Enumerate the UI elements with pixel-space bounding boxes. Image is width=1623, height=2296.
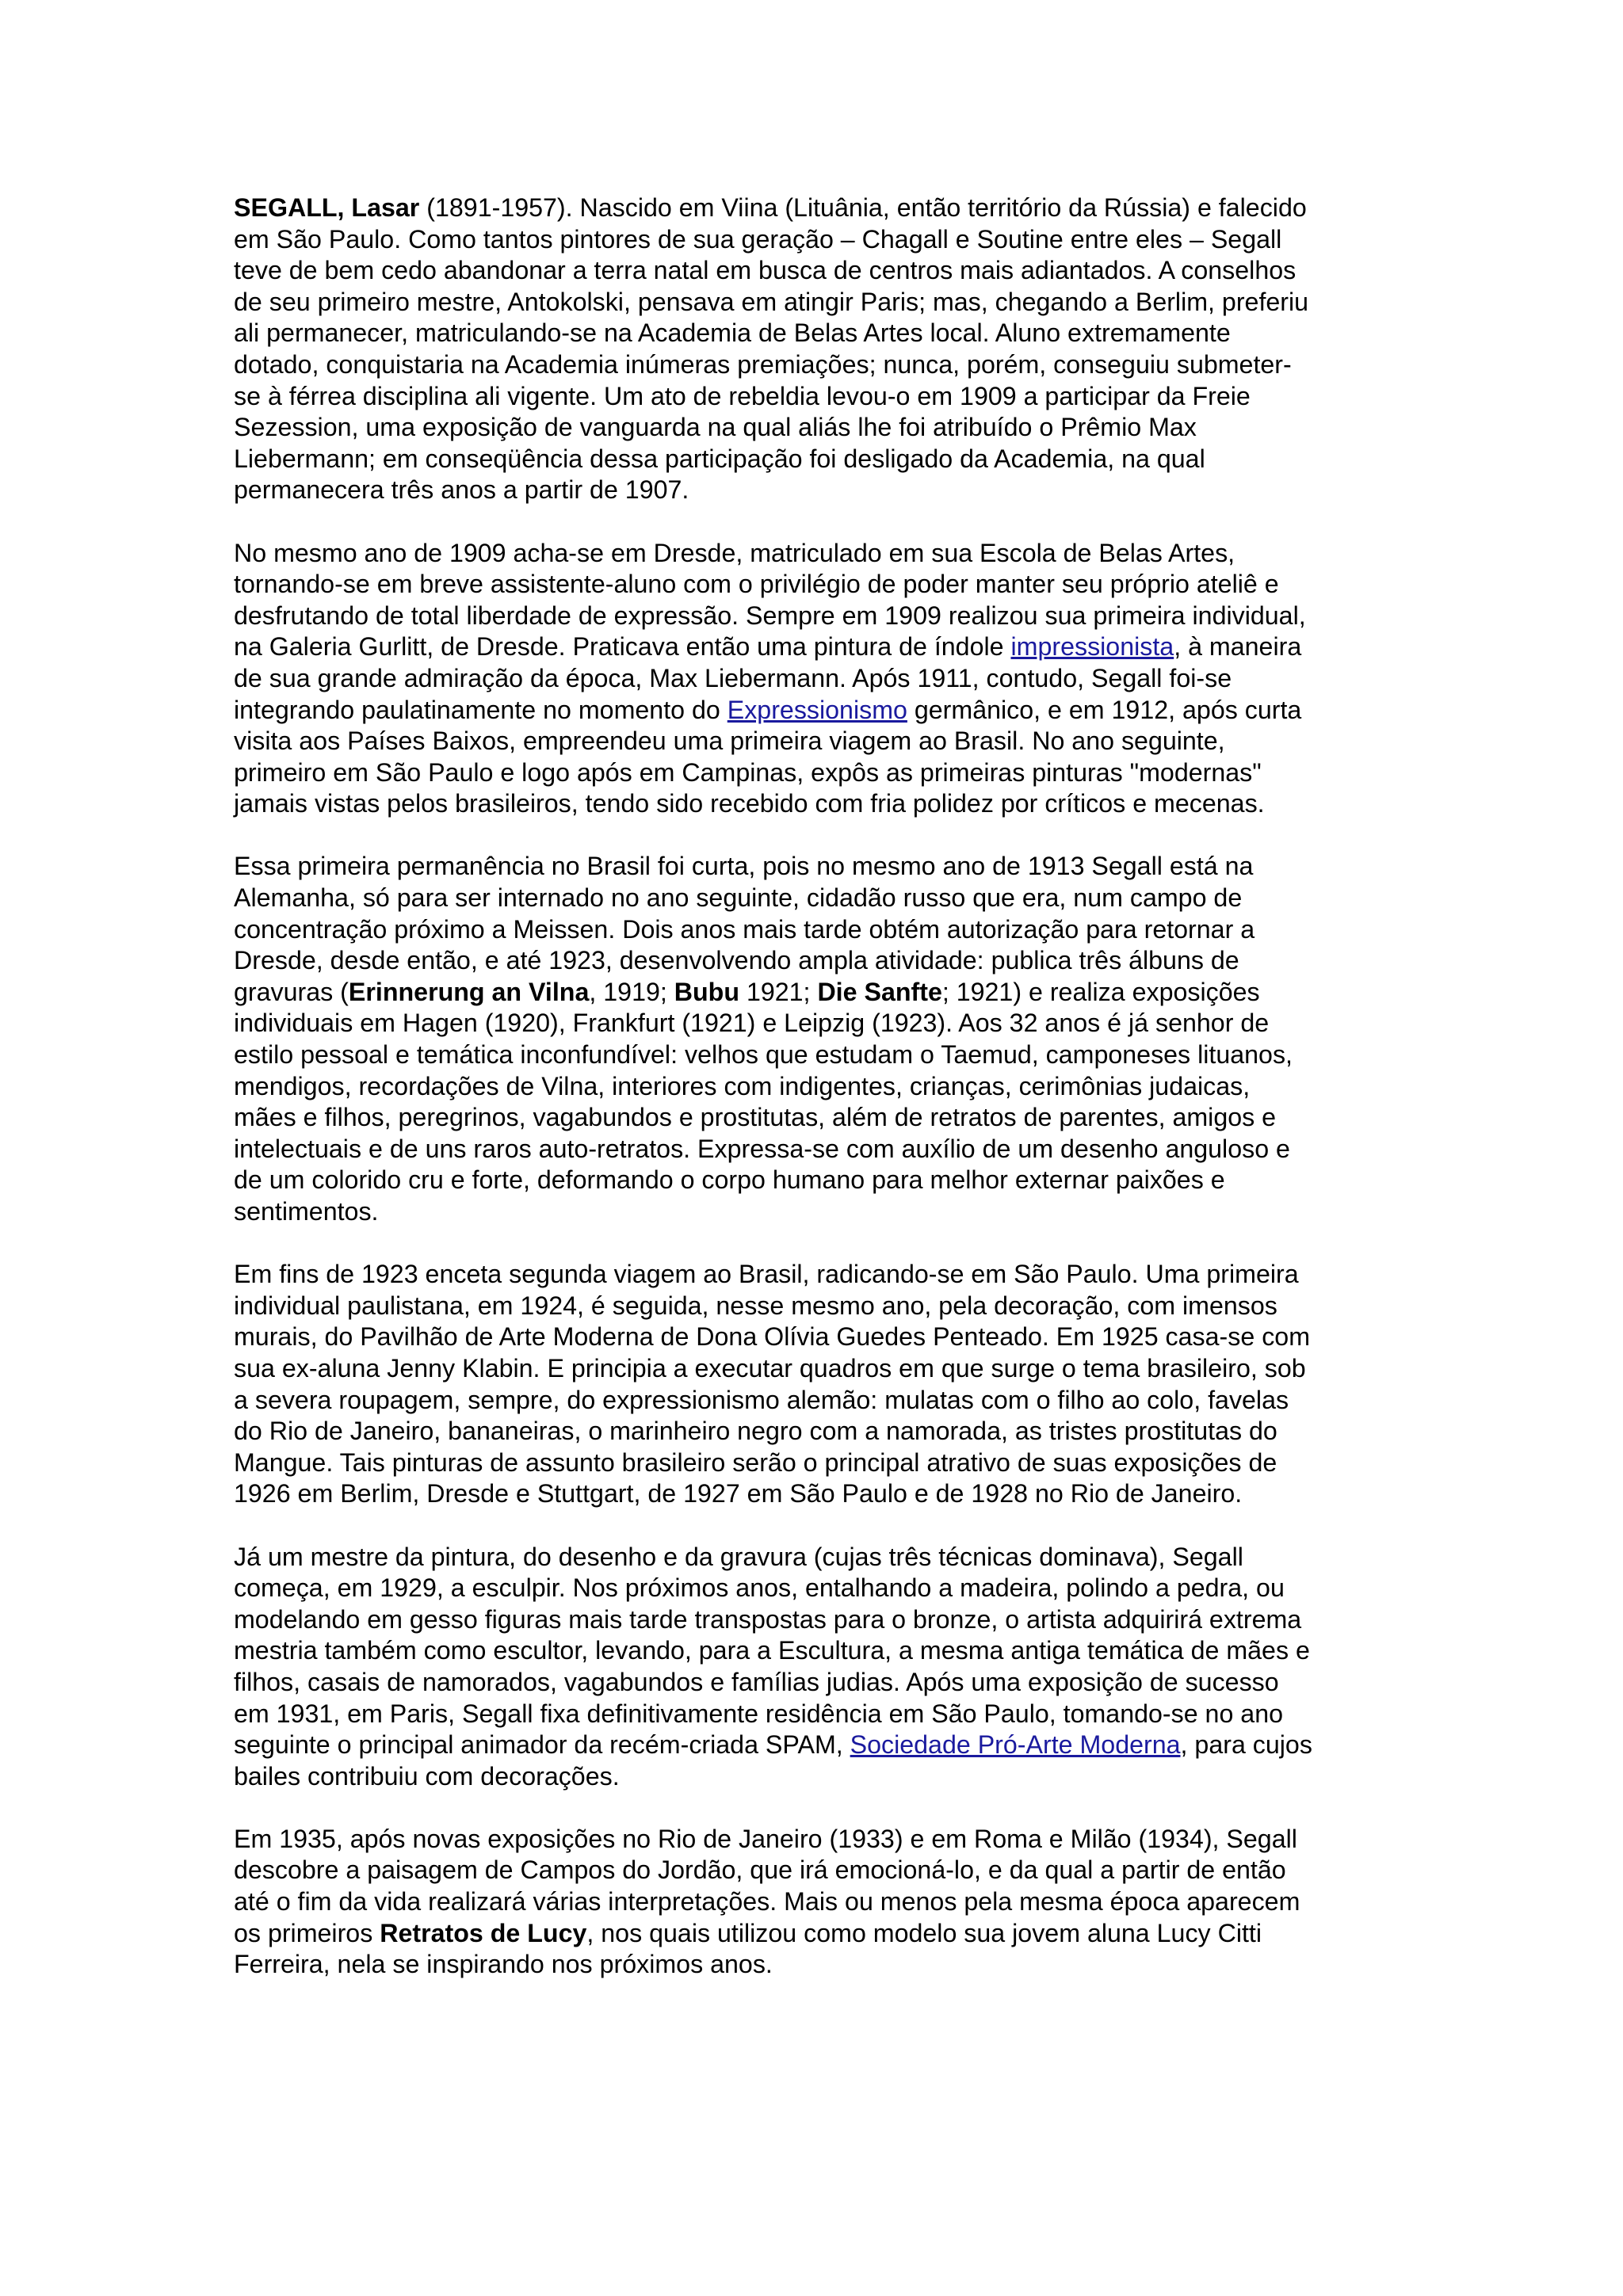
text-line bbox=[234, 914, 1399, 946]
text-run: na Galeria Gurlitt, de Dresde. Praticava então uma pintura de índole bbox=[234, 632, 1011, 662]
text-line bbox=[234, 1008, 1399, 1039]
text-line bbox=[234, 193, 1399, 224]
text-line bbox=[234, 1039, 1399, 1071]
bold-text: Erinnerung an Vilna bbox=[348, 977, 590, 1006]
text-line bbox=[234, 255, 1399, 287]
text-run: modelando em gesso figuras mais tarde transpostas para o bronze, o artista adquirirá extrema bbox=[234, 1604, 1302, 1634]
document-body bbox=[234, 193, 1399, 2012]
paragraph bbox=[234, 851, 1399, 1227]
text-run: sua ex-aluna Jenny Klabin. E principia a executar quadros em que surge o tema brasileiro, sob bbox=[234, 1353, 1306, 1383]
text-run: seguinte o principal animador da recém-criada SPAM, bbox=[234, 1730, 850, 1760]
text-run: , à maneira bbox=[1174, 632, 1302, 662]
text-run: intelectuais e de uns raros auto-retratos. Expressa-se com auxílio de um desenho anguloso e bbox=[234, 1134, 1290, 1163]
text-line bbox=[234, 726, 1399, 757]
text-line bbox=[234, 1134, 1399, 1165]
text-line bbox=[234, 1416, 1399, 1447]
text-run: 1926 em Berlim, Dresde e Stuttgart, de 1927 em São Paulo e de 1928 no Rio de Janeiro. bbox=[234, 1479, 1243, 1508]
text-line bbox=[234, 695, 1399, 727]
text-run: dotado, conquistaria na Academia inúmeras premiações; nunca, porém, conseguiu submeter- bbox=[234, 349, 1292, 379]
text-run: em São Paulo. Como tantos pintores de sua geração – Chagall e Soutine entre eles – Segall bbox=[234, 224, 1282, 254]
text-line bbox=[234, 1824, 1399, 1855]
text-run: primeiro em São Paulo e logo após em Campinas, expôs as primeiras pinturas "modernas" bbox=[234, 757, 1262, 787]
text-run: filhos, casais de namorados, vagabundos e famílias judias. Após uma exposição de sucesso bbox=[234, 1667, 1279, 1696]
text-line bbox=[234, 287, 1399, 318]
text-run: Ferreira, nela se inspirando nos próximos anos. bbox=[234, 1950, 773, 1979]
text-run: de sua grande admiração da época, Max Liebermann. Após 1911, contudo, Segall foi-se bbox=[234, 663, 1232, 692]
text-line bbox=[234, 1761, 1399, 1793]
text-line bbox=[234, 569, 1399, 601]
text-line bbox=[234, 1573, 1399, 1604]
text-run: bailes contribuiu com decorações. bbox=[234, 1761, 620, 1791]
text-line bbox=[234, 1196, 1399, 1228]
text-run: Em 1935, após novas exposições no Rio de Janeiro (1933) e em Roma e Milão (1934), Segall bbox=[234, 1824, 1297, 1853]
text-run: até o fim da vida realizará várias interpretações. Mais ou menos pela mesma época aparecem bbox=[234, 1887, 1300, 1917]
text-line bbox=[234, 1635, 1399, 1667]
text-run: de um colorido cru e forte, deformando o corpo humano para melhor externar paixões e bbox=[234, 1165, 1225, 1195]
text-run: concentração próximo a Meissen. Dois anos mais tarde obtém autorização para retornar a bbox=[234, 914, 1255, 944]
text-line bbox=[234, 883, 1399, 914]
text-run: se à férrea disciplina ali vigente. Um ato de rebeldia levou-o em 1909 a participar da Freie bbox=[234, 381, 1251, 410]
text-line bbox=[234, 1855, 1399, 1886]
text-line bbox=[234, 601, 1399, 632]
text-run: ali permanecer, matriculando-se na Academia de Belas Artes local. Aluno extremamente bbox=[234, 318, 1231, 348]
text-line bbox=[234, 381, 1399, 413]
text-run: Liebermann; em conseqüência dessa participação foi desligado da Academia, na qual bbox=[234, 444, 1205, 473]
text-run: No mesmo ano de 1909 acha-se em Dresde, matriculado em sua Escola de Belas Artes, bbox=[234, 538, 1235, 567]
text-line bbox=[234, 1447, 1399, 1479]
paragraph bbox=[234, 193, 1399, 506]
text-line bbox=[234, 1385, 1399, 1417]
text-run: , nos quais utilizou como modelo sua jovem aluna Lucy Citti bbox=[586, 1918, 1262, 1947]
text-line bbox=[234, 851, 1399, 883]
text-run: os primeiros bbox=[234, 1918, 380, 1947]
text-run: estilo pessoal e temática inconfundível: velhos que estudam o Taemud, camponeses lituanos, bbox=[234, 1040, 1293, 1070]
text-line bbox=[234, 318, 1399, 349]
text-run: germânico, e em 1912, após curta bbox=[907, 695, 1302, 724]
text-run: , para cujos bbox=[1180, 1730, 1312, 1760]
text-line bbox=[234, 475, 1399, 506]
text-run: 1921; bbox=[739, 977, 818, 1006]
text-run: de seu primeiro mestre, Antokolski, pensava em atingir Paris; mas, chegando a Berlim, preferiu bbox=[234, 287, 1309, 316]
link-impressionista[interactable]: impressionista bbox=[1010, 632, 1174, 662]
text-line bbox=[234, 1604, 1399, 1636]
text-line bbox=[234, 538, 1399, 570]
text-run: mães e filhos, peregrinos, vagabundos e prostitutas, além de retratos de parentes, amigos e bbox=[234, 1103, 1277, 1132]
text-line bbox=[234, 1699, 1399, 1730]
text-run: (1891-1957). Nascido em Viina (Lituânia, então território da Rússia) e falecido bbox=[419, 193, 1307, 222]
text-run: Alemanha, só para ser internado no ano seguinte, cidadão russo que era, num campo de bbox=[234, 883, 1243, 913]
text-run: sentimentos. bbox=[234, 1197, 379, 1226]
text-run: mendigos, recordações de Vilna, interiores com indigentes, crianças, cerimônias judaicas, bbox=[234, 1071, 1251, 1100]
text-run: individual paulistana, em 1924, é seguida, nesse mesmo ano, pela decoração, com imensos bbox=[234, 1291, 1277, 1320]
text-run: Em fins de 1923 enceta segunda viagem ao Brasil, radicando-se em São Paulo. Uma primeira bbox=[234, 1260, 1299, 1289]
text-run: a severa roupagem, sempre, do expressionismo alemão: mulatas com o filho ao colo, favelas bbox=[234, 1385, 1289, 1414]
text-run: em 1931, em Paris, Segall fixa definitivamente residência em São Paulo, tomando-se no ano bbox=[234, 1699, 1284, 1728]
text-run: murais, do Pavilhão de Arte Moderna de Dona Olívia Guedes Penteado. Em 1925 casa-se com bbox=[234, 1322, 1311, 1352]
text-line bbox=[234, 349, 1399, 381]
text-line bbox=[234, 1730, 1399, 1761]
text-run: permanecera três anos a partir de 1907. bbox=[234, 475, 689, 505]
text-run: individuais em Hagen (1920), Frankfurt (1921) e Leipzig (1923). Aos 32 anos é já senhor de bbox=[234, 1009, 1270, 1038]
paragraph bbox=[234, 538, 1399, 820]
text-line bbox=[234, 1478, 1399, 1510]
text-run: integrando paulatinamente no momento do bbox=[234, 695, 727, 724]
text-line bbox=[234, 1291, 1399, 1322]
text-line bbox=[234, 444, 1399, 475]
text-run: , 1919; bbox=[589, 977, 674, 1006]
text-line bbox=[234, 945, 1399, 977]
text-line bbox=[234, 1102, 1399, 1134]
link-sociedade-pro-arte-moderna[interactable]: Sociedade Pró-Arte Moderna bbox=[850, 1730, 1181, 1760]
text-line bbox=[234, 1165, 1399, 1196]
text-run: mestria também como escultor, levando, para a Escultura, a mesma antiga temática de mães e bbox=[234, 1636, 1310, 1665]
text-line bbox=[234, 1667, 1399, 1699]
text-line bbox=[234, 663, 1399, 695]
text-run: Mangue. Tais pinturas de assunto brasileiro serão o principal atrativo de suas exposições de bbox=[234, 1447, 1277, 1477]
text-line bbox=[234, 1918, 1399, 1950]
text-line bbox=[234, 224, 1399, 256]
text-line bbox=[234, 1322, 1399, 1353]
text-run: Dresde, desde então, e até 1923, desenvolvendo ampla atividade: publica três álbuns de bbox=[234, 946, 1239, 975]
text-run: descobre a paisagem de Campos do Jordão, que irá emocioná-lo, e da qual a partir de então bbox=[234, 1855, 1286, 1885]
text-line bbox=[234, 1071, 1399, 1103]
paragraph bbox=[234, 1542, 1399, 1793]
text-run: ; 1921) e realiza exposições bbox=[941, 977, 1260, 1006]
text-line bbox=[234, 977, 1399, 1009]
text-line bbox=[234, 1353, 1399, 1385]
paragraph bbox=[234, 1259, 1399, 1510]
text-line bbox=[234, 631, 1399, 663]
text-line bbox=[234, 757, 1399, 789]
text-run: Essa primeira permanência no Brasil foi curta, pois no mesmo ano de 1913 Segall está na bbox=[234, 852, 1254, 881]
text-run: visita aos Países Baixos, empreendeu uma primeira viagem ao Brasil. No ano seguinte, bbox=[234, 727, 1225, 756]
text-line bbox=[234, 1259, 1399, 1291]
bold-text: Die Sanfte bbox=[817, 977, 942, 1006]
text-line bbox=[234, 1949, 1399, 1981]
bold-text: Retratos de Lucy bbox=[380, 1918, 587, 1947]
text-run: do Rio de Janeiro, bananeiras, o marinheiro negro com a namorada, as tristes prostitutas do bbox=[234, 1417, 1277, 1446]
paragraph bbox=[234, 1824, 1399, 1981]
text-line bbox=[234, 1542, 1399, 1573]
text-run: gravuras ( bbox=[234, 977, 349, 1006]
text-run: jamais vistas pelos brasileiros, tendo sido recebido com fria polidez por críticos e mecenas. bbox=[234, 789, 1265, 818]
text-run: teve de bem cedo abandonar a terra natal em busca de centros mais adiantados. A conselhos bbox=[234, 256, 1296, 285]
text-run: começa, em 1929, a esculpir. Nos próximos anos, entalhando a madeira, polindo a pedra, ou bbox=[234, 1573, 1285, 1603]
text-run: Já um mestre da pintura, do desenho e da gravura (cujas três técnicas dominava), Segall bbox=[234, 1542, 1243, 1571]
text-line bbox=[234, 412, 1399, 444]
text-run: desfrutando de total liberdade de expressão. Sempre em 1909 realizou sua primeira individual, bbox=[234, 601, 1306, 630]
bold-text: SEGALL, Lasar bbox=[234, 193, 420, 222]
link-expressionismo[interactable]: Expressionismo bbox=[727, 695, 907, 724]
text-run: tornando-se em breve assistente-aluno com o privilégio de poder manter seu próprio ateliê e bbox=[234, 570, 1279, 599]
bold-text: Bubu bbox=[674, 977, 739, 1006]
text-line bbox=[234, 788, 1399, 820]
text-run: Sezession, uma exposição de vanguarda na qual aliás lhe foi atribuído o Prêmio Max bbox=[234, 413, 1197, 442]
text-line bbox=[234, 1886, 1399, 1918]
